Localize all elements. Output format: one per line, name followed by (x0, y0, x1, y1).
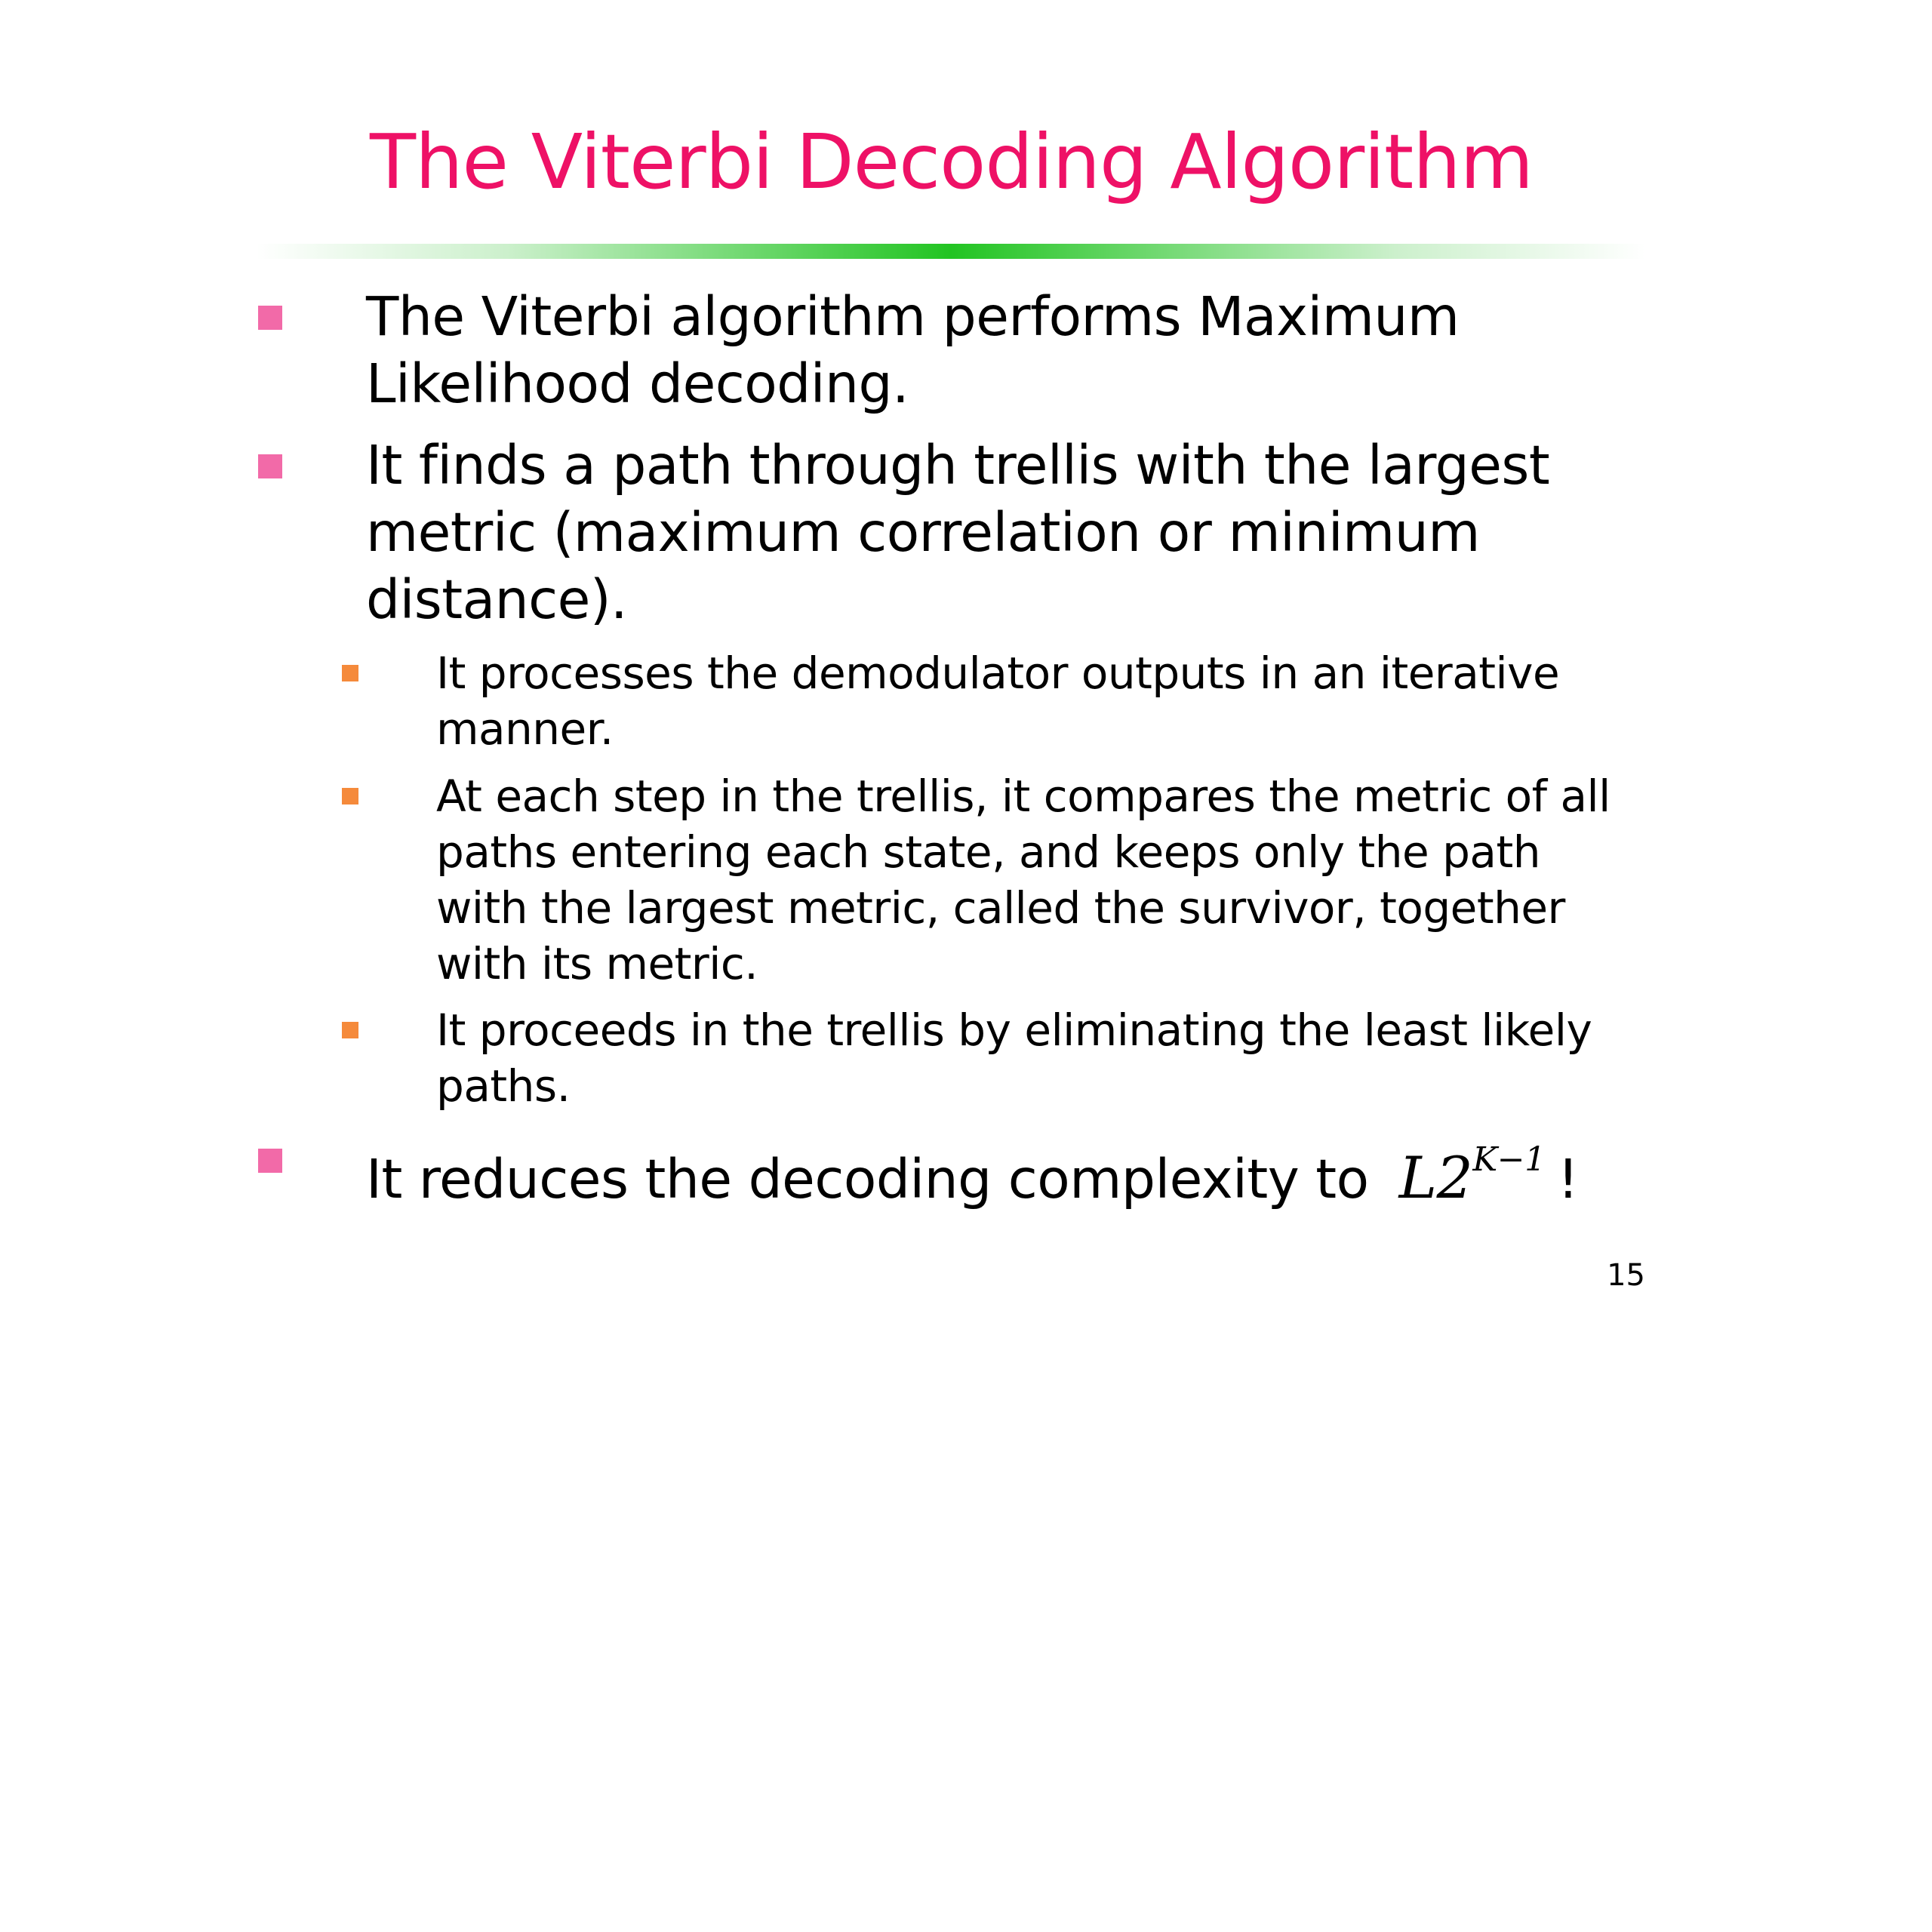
bullet-3-suffix: ! (1557, 1148, 1579, 1211)
page-number: 15 (1607, 1258, 1645, 1293)
formula-exponent: K−1 (1472, 1140, 1546, 1179)
sub-bullet-2-text: At each step in the trellis, it compares the metric of all paths entering each state, and keeps only the path with the largest metric, called the survivor, together with its metric. (436, 771, 1611, 989)
complexity-formula (1398, 1140, 1546, 1211)
slide-title: The Viterbi Decoding Algorithm (370, 118, 1533, 206)
sub-bullet-1-text: It processes the demodulator outputs in an iterative manner. (436, 648, 1560, 755)
title-divider (257, 244, 1645, 259)
bullet-square-icon (258, 306, 282, 330)
formula-base: L2 (1398, 1144, 1473, 1211)
bullet-2-text: It finds a path through trellis with the largest metric (maximum correlation or minimum distance). (366, 434, 1550, 631)
sub-bullet-3-text: It proceeds in the trellis by eliminating the least likely paths. (436, 1004, 1592, 1112)
bullet-square-icon (258, 454, 282, 478)
bullet-3-line (366, 1126, 1664, 1213)
sub-bullet-square-icon (342, 1022, 358, 1038)
sub-bullet-square-icon (342, 788, 358, 804)
sub-bullet-square-icon (342, 665, 358, 681)
bullet-square-icon (258, 1149, 282, 1173)
bullet-1-text: The Viterbi algorithm performs Maximum Likelihood decoding. (366, 285, 1460, 415)
bullet-3-text: It reduces the decoding complexity to (366, 1148, 1369, 1211)
